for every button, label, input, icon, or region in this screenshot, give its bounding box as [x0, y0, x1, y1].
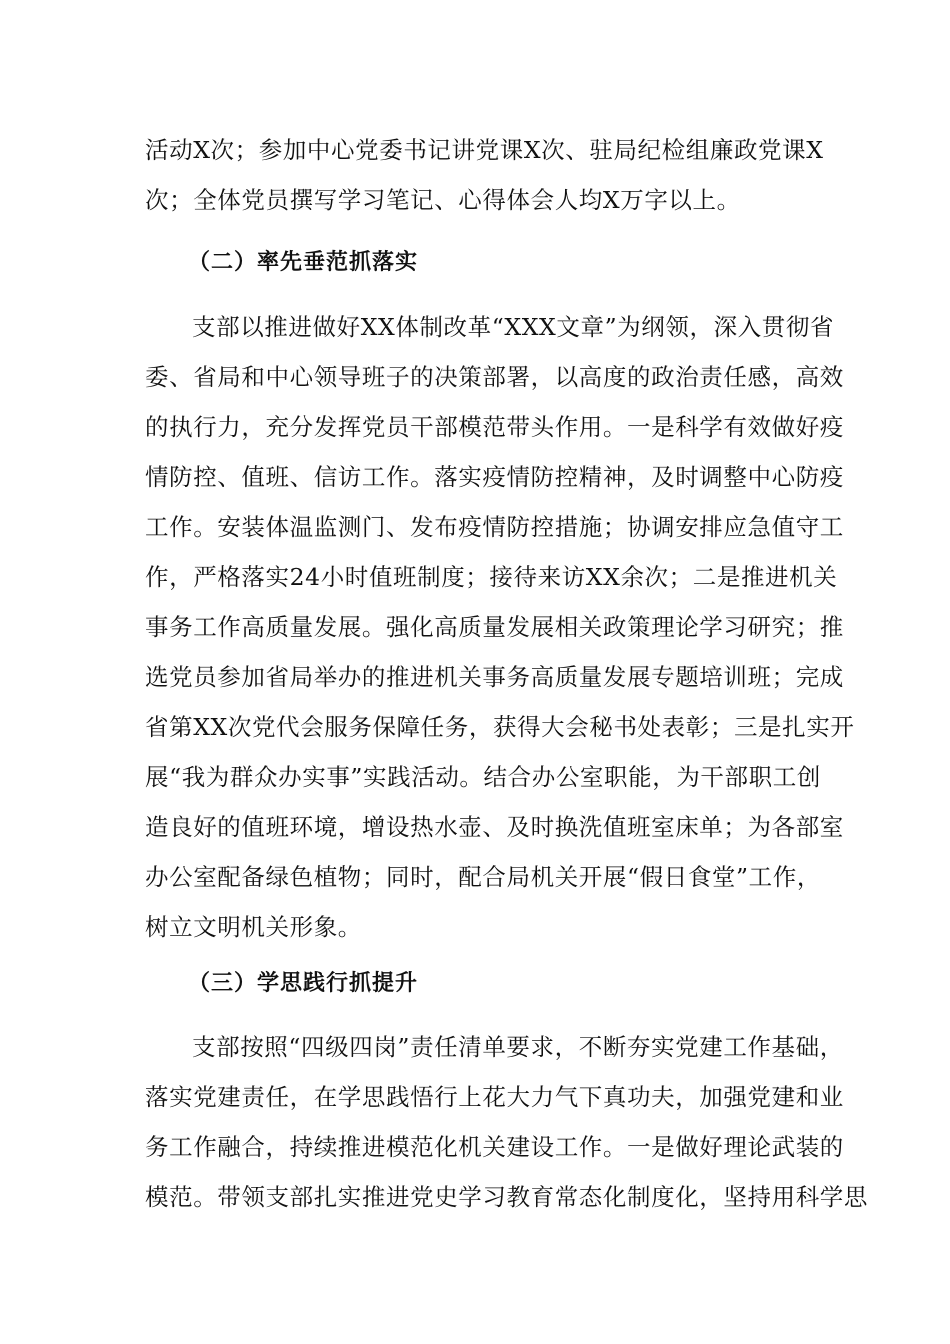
text-line: 务工作融合，持续推进模范化机关建设工作。一是做好理论武装的 — [145, 1133, 844, 1161]
text-line: 委、省局和中心领导班子的决策部署，以高度的政治责任感，高效 — [145, 363, 844, 391]
text-line: 省第XX次党代会服务保障任务，获得大会秘书处表彰；三是扎实开 — [145, 713, 855, 741]
text-line: 情防控、值班、信访工作。落实疫情防控精神，及时调整中心防疫 — [145, 463, 844, 491]
intro-paragraph — [145, 125, 824, 225]
section-heading-2: （二）率先垂范抓落实 — [188, 250, 419, 275]
text-line: 展“我为群众办实事”实践活动。结合办公室职能，为干部职工创 — [145, 763, 821, 791]
text-line: 支部以推进做好XX体制改革“XXX文章”为纲领，深入贯彻省 — [192, 313, 835, 341]
section-heading-3: （三）学思践行抓提升 — [188, 971, 419, 996]
section-2-paragraph — [145, 302, 855, 952]
text-line: 工作。安装体温监测门、发布疫情防控措施；协调安排应急值守工 — [145, 513, 844, 541]
section-3-paragraph — [145, 1022, 868, 1222]
text-line: 树立文明机关形象。 — [145, 913, 362, 941]
text-line: 办公室配备绿色植物；同时，配合局机关开展“假日食堂”工作， — [145, 863, 821, 891]
text-line: 的执行力，充分发挥党员干部模范带头作用。一是科学有效做好疫 — [145, 413, 844, 441]
text-line: 造良好的值班环境，增设热水壶、及时换洗值班室床单；为各部室 — [145, 813, 844, 841]
text-line: 模范。带领支部扎实推进党史学习教育常态化制度化，坚持用科学思 — [145, 1183, 868, 1211]
text-line: 支部按照“四级四岗”责任清单要求，不断夯实党建工作基础， — [192, 1033, 844, 1061]
text-line: 选党员参加省局举办的推进机关事务高质量发展专题培训班；完成 — [145, 663, 844, 691]
text-line: 事务工作高质量发展。强化高质量发展相关政策理论学习研究；推 — [145, 613, 844, 641]
text-line: 作，严格落实24小时值班制度；接待来访XX余次；二是推进机关 — [145, 563, 838, 591]
text-line: 活动X次；参加中心党委书记讲党课X次、驻局纪检组廉政党课X — [145, 136, 824, 164]
text-line: 次；全体党员撰写学习笔记、心得体会人均X万字以上。 — [145, 186, 741, 214]
text-line: 落实党建责任，在学思践悟行上花大力气下真功夫，加强党建和业 — [145, 1083, 844, 1111]
